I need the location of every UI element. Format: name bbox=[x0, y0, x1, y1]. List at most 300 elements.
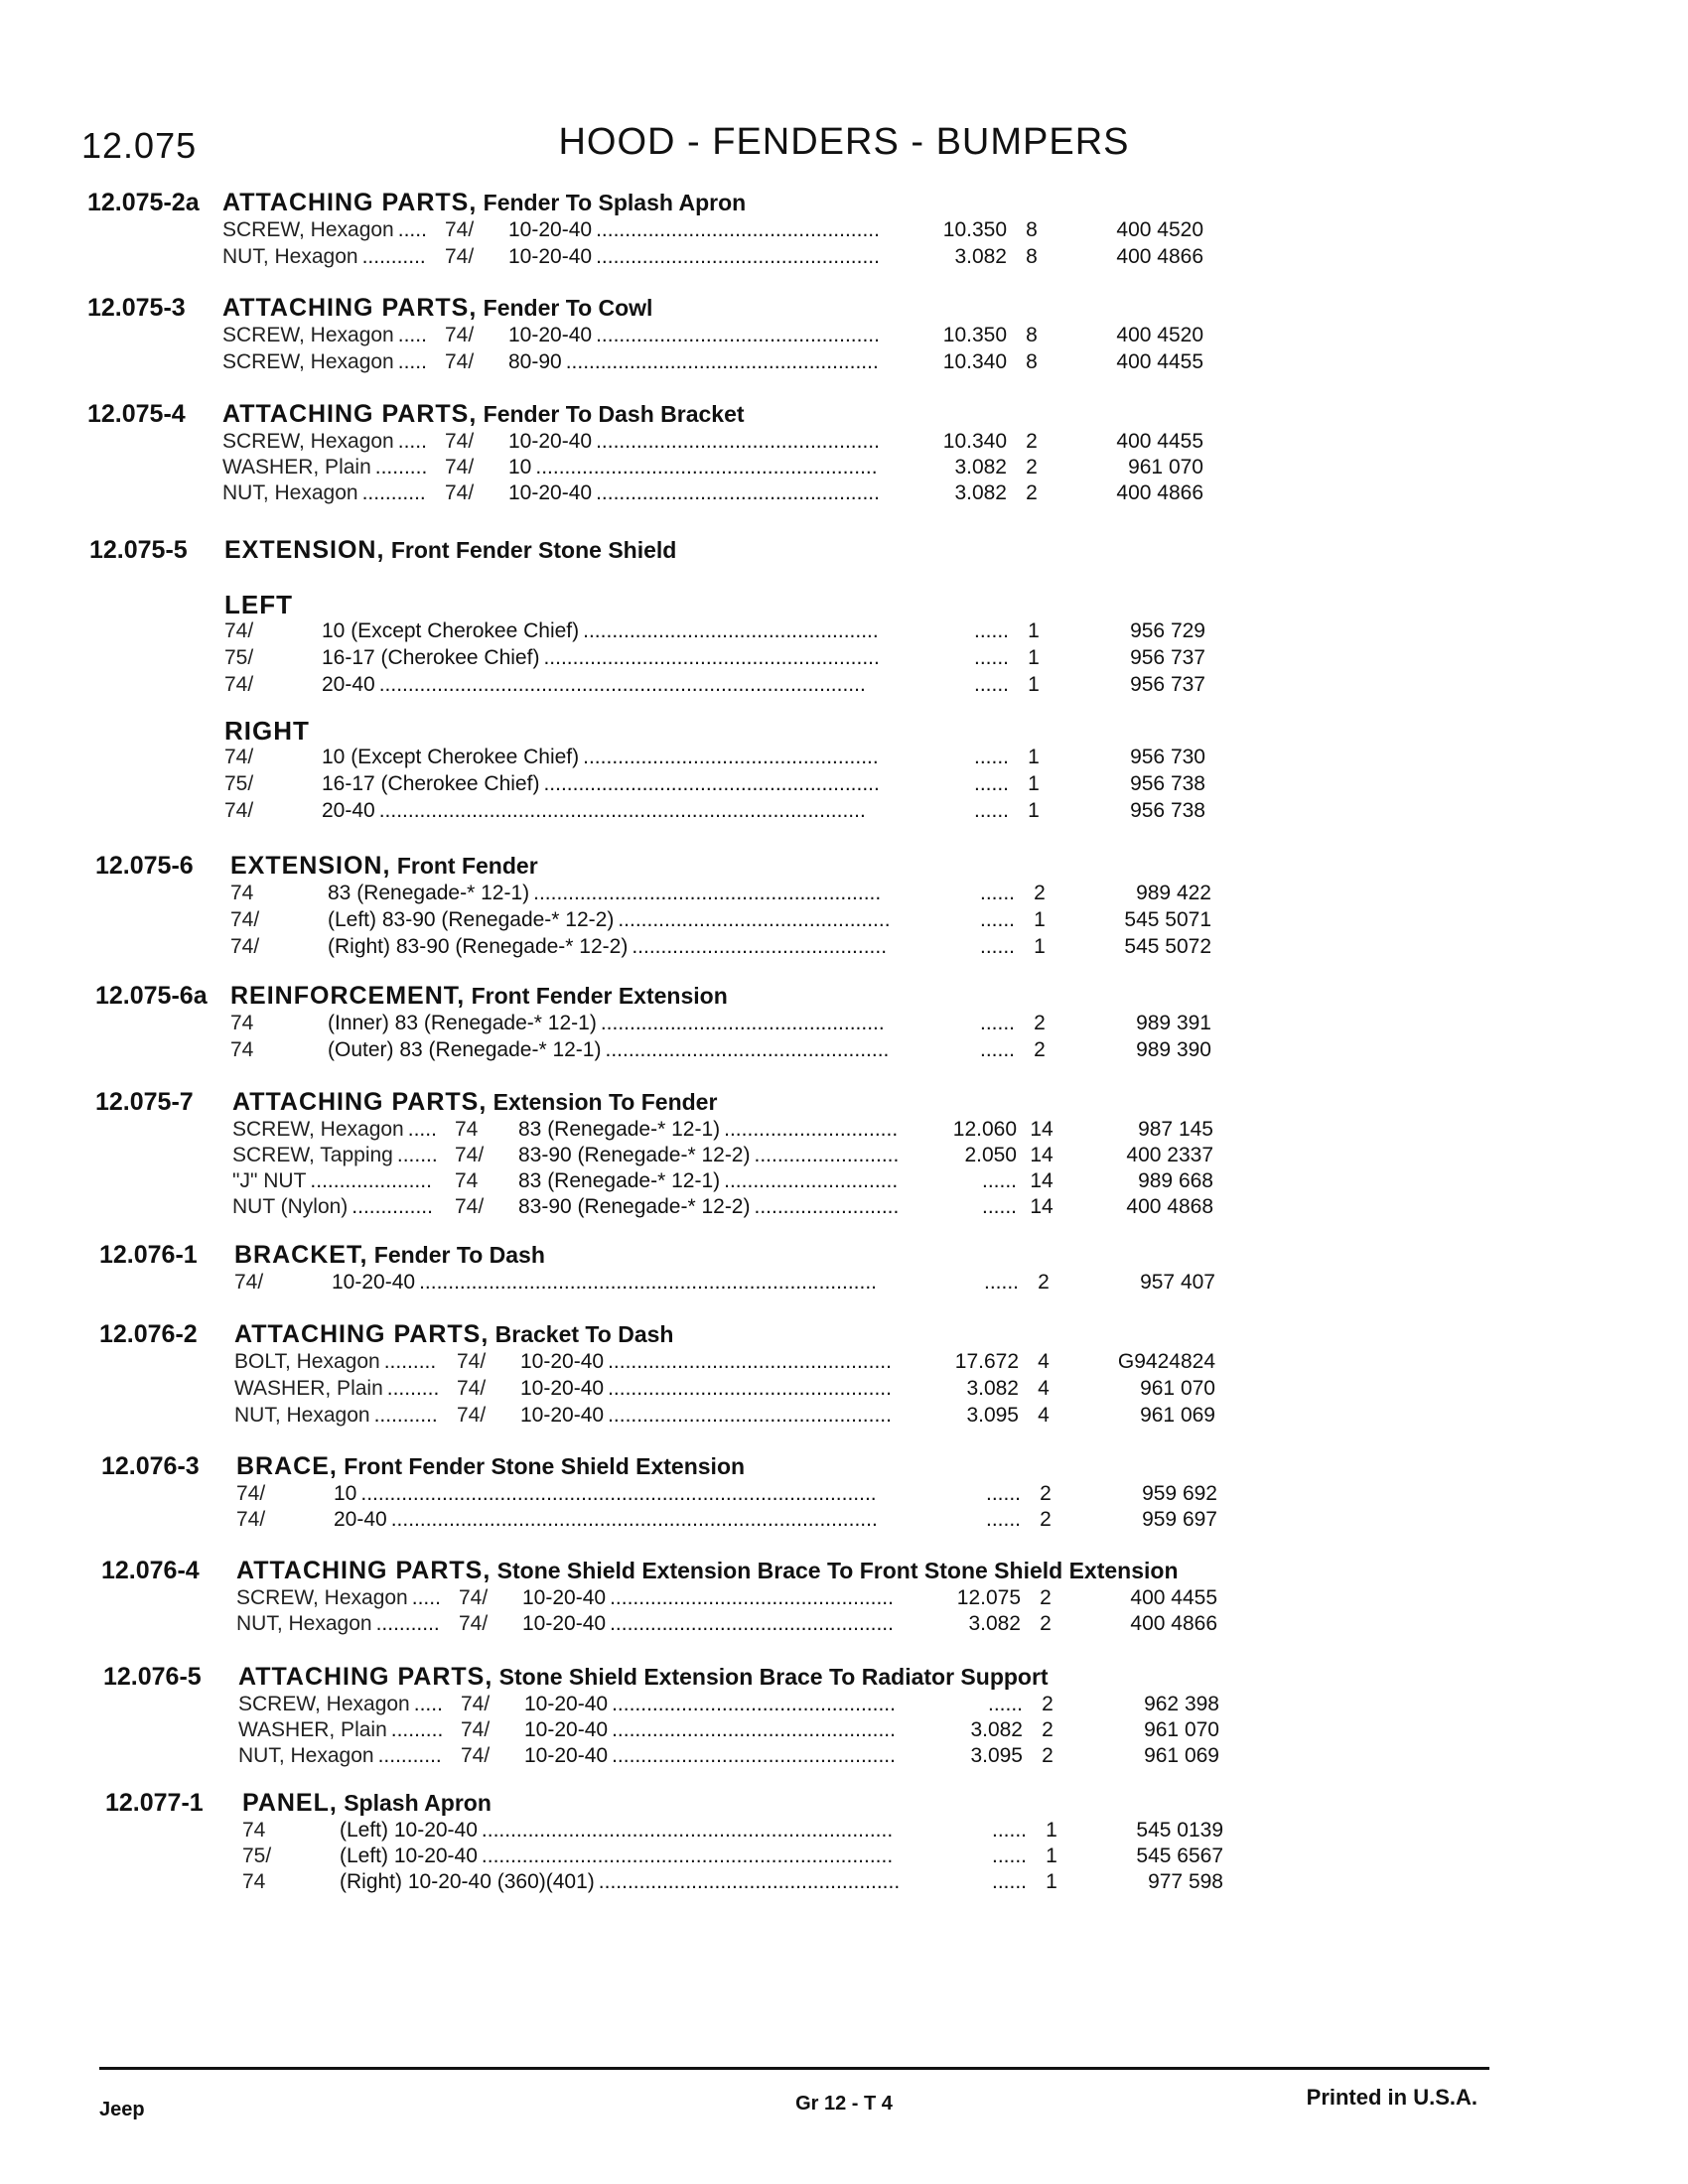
group-number: 12.075-2a bbox=[87, 189, 200, 216]
leader-dots: ................................................. bbox=[596, 218, 880, 241]
group-number: 12.076-1 bbox=[99, 1241, 198, 1269]
leader-dots: .................................................................................... bbox=[390, 1508, 878, 1531]
part-number: 545 6567 bbox=[1136, 1844, 1223, 1867]
part-number: 956 730 bbox=[1130, 746, 1205, 768]
model-year: 74/ bbox=[445, 324, 475, 346]
applicability: 16-17 (Cherokee Chief) bbox=[322, 646, 540, 669]
model-year: 74/ bbox=[455, 1144, 485, 1166]
applicability: 80-90 bbox=[508, 350, 562, 373]
model-year: 74/ bbox=[457, 1350, 487, 1373]
model-year: 74/ bbox=[224, 673, 254, 696]
group-number: 12.077-1 bbox=[105, 1789, 204, 1817]
part-name: SCREW, Hexagon bbox=[222, 430, 394, 453]
applicability: 10-20-40 bbox=[332, 1271, 416, 1294]
leader-dots: ........................................................... bbox=[535, 456, 878, 478]
part-name: SCREW, Hexagon bbox=[222, 350, 394, 373]
part-number: 961 069 bbox=[1140, 1404, 1215, 1427]
part-name: NUT, Hexagon bbox=[236, 1612, 372, 1635]
quantity: 2 bbox=[1034, 882, 1046, 904]
quantity: 1 bbox=[1046, 1819, 1057, 1842]
part-name: NUT, Hexagon bbox=[222, 245, 358, 268]
standard-part-number: ...... bbox=[985, 1508, 1021, 1531]
applicability: 10-20-40 bbox=[524, 1693, 609, 1715]
applicability: 20-40 bbox=[334, 1508, 387, 1531]
part-row bbox=[0, 1404, 1688, 1430]
leader-dots: ................................................. bbox=[600, 1012, 885, 1034]
quantity: 2 bbox=[1034, 1012, 1046, 1034]
group-description: Stone Shield Extension Brace To Radiator Support bbox=[498, 1664, 1049, 1690]
leader-dots: ................................................. bbox=[608, 1350, 892, 1373]
part-number: 959 697 bbox=[1142, 1508, 1217, 1531]
leader-dots: ......... bbox=[374, 456, 428, 478]
part-number: 989 668 bbox=[1138, 1169, 1213, 1192]
group-number: 12.076-3 bbox=[101, 1452, 200, 1480]
standard-part-number: ...... bbox=[973, 619, 1009, 642]
leader-dots: ............................................... bbox=[618, 908, 891, 931]
leader-dots: ..................... bbox=[310, 1169, 432, 1192]
quantity: 14 bbox=[1030, 1169, 1054, 1192]
group-number: 12.075-4 bbox=[87, 400, 186, 428]
model-year: 74 bbox=[455, 1118, 479, 1141]
standard-part-number: ...... bbox=[981, 1169, 1017, 1192]
side-subheading: RIGHT bbox=[224, 716, 310, 746]
footer-rule bbox=[99, 2067, 1489, 2070]
part-number: 961 070 bbox=[1140, 1377, 1215, 1400]
leader-dots: ................................................. bbox=[605, 1038, 890, 1061]
group-number: 12.075-3 bbox=[87, 294, 186, 322]
standard-part-number: 10.340 bbox=[942, 430, 1007, 453]
quantity: 2 bbox=[1026, 481, 1038, 504]
leader-dots: .................................................................................... bbox=[378, 673, 866, 696]
part-number: 956 738 bbox=[1130, 799, 1205, 822]
group-description: Front Fender Stone Shield bbox=[390, 537, 677, 563]
standard-part-number: ...... bbox=[981, 1195, 1017, 1218]
leader-dots: .......................................................... bbox=[543, 772, 880, 795]
applicability: 83-90 (Renegade-* 12-2) bbox=[518, 1144, 751, 1166]
leader-dots: ................................................... bbox=[583, 619, 879, 642]
standard-part-number: ...... bbox=[983, 1271, 1019, 1294]
applicability: 16-17 (Cherokee Chief) bbox=[322, 772, 540, 795]
leader-dots: ................................................. bbox=[596, 481, 880, 504]
group-number: 12.075-5 bbox=[89, 536, 188, 564]
model-year: 74 bbox=[242, 1870, 266, 1893]
leader-dots: ..... bbox=[397, 350, 427, 373]
applicability: 10-20-40 bbox=[508, 324, 593, 346]
quantity: 2 bbox=[1042, 1744, 1054, 1767]
model-year: 74 bbox=[242, 1819, 266, 1842]
part-row bbox=[0, 1586, 1688, 1612]
quantity: 1 bbox=[1028, 746, 1040, 768]
group-keyword: ATTACHING PARTS, bbox=[236, 1557, 492, 1584]
part-row bbox=[0, 908, 1688, 934]
part-name: SCREW, Hexagon bbox=[232, 1118, 404, 1141]
applicability: 10-20-40 bbox=[524, 1744, 609, 1767]
quantity: 2 bbox=[1034, 1038, 1046, 1061]
group-description: Front Fender Extension bbox=[471, 983, 728, 1009]
part-row bbox=[0, 245, 1688, 271]
part-row bbox=[0, 772, 1688, 798]
group-heading bbox=[238, 1663, 1049, 1692]
group-keyword: EXTENSION, bbox=[230, 852, 391, 880]
part-number: 961 070 bbox=[1144, 1718, 1219, 1741]
group-keyword: ATTACHING PARTS, bbox=[232, 1088, 488, 1116]
group-description: Fender To Dash Bracket bbox=[483, 401, 745, 427]
part-row bbox=[0, 218, 1688, 244]
part-row bbox=[0, 619, 1688, 645]
leader-dots: ....................................................................... bbox=[481, 1844, 894, 1867]
applicability: (Inner) 83 (Renegade-* 12-1) bbox=[328, 1012, 597, 1034]
section-number: 12.075 bbox=[81, 125, 198, 166]
applicability: 10-20-40 bbox=[508, 430, 593, 453]
quantity: 1 bbox=[1028, 673, 1040, 696]
part-number: 956 737 bbox=[1130, 673, 1205, 696]
part-row bbox=[0, 1118, 1688, 1144]
applicability: 83 (Renegade-* 12-1) bbox=[518, 1169, 721, 1192]
part-row bbox=[0, 1144, 1688, 1169]
group-keyword: ATTACHING PARTS, bbox=[222, 400, 478, 428]
part-number: 956 737 bbox=[1130, 646, 1205, 669]
model-year: 74/ bbox=[234, 1271, 264, 1294]
leader-dots: ..... bbox=[411, 1586, 441, 1609]
model-year: 74/ bbox=[459, 1586, 489, 1609]
applicability: 10-20-40 bbox=[520, 1377, 605, 1400]
model-year: 74/ bbox=[445, 456, 475, 478]
standard-part-number: ...... bbox=[973, 746, 1009, 768]
group-description: Front Fender bbox=[396, 853, 538, 879]
part-row bbox=[0, 1377, 1688, 1403]
applicability: 83-90 (Renegade-* 12-2) bbox=[518, 1195, 751, 1218]
model-year: 74/ bbox=[236, 1482, 266, 1505]
quantity: 2 bbox=[1042, 1718, 1054, 1741]
leader-dots: ..... bbox=[413, 1693, 443, 1715]
standard-part-number: 10.350 bbox=[942, 218, 1007, 241]
part-name: WASHER, Plain bbox=[234, 1377, 383, 1400]
quantity: 1 bbox=[1028, 772, 1040, 795]
applicability: 10-20-40 bbox=[520, 1404, 605, 1427]
applicability: 20-40 bbox=[322, 673, 375, 696]
group-keyword: ATTACHING PARTS, bbox=[222, 294, 478, 322]
standard-part-number: 10.340 bbox=[942, 350, 1007, 373]
standard-part-number: 10.350 bbox=[942, 324, 1007, 346]
model-year: 74/ bbox=[445, 350, 475, 373]
part-number: 400 4455 bbox=[1130, 1586, 1217, 1609]
leader-dots: ..... bbox=[397, 324, 427, 346]
part-number: 956 738 bbox=[1130, 772, 1205, 795]
standard-part-number: 12.060 bbox=[952, 1118, 1017, 1141]
part-row bbox=[0, 456, 1688, 481]
leader-dots: ................................................. bbox=[612, 1693, 896, 1715]
model-year: 74/ bbox=[224, 746, 254, 768]
part-number: G9424824 bbox=[1117, 1350, 1215, 1373]
standard-part-number: ...... bbox=[973, 799, 1009, 822]
part-row bbox=[0, 1508, 1688, 1534]
part-row bbox=[0, 1870, 1688, 1896]
part-row bbox=[0, 1482, 1688, 1508]
part-row bbox=[0, 1195, 1688, 1221]
leader-dots: ............................................................................... bbox=[419, 1271, 877, 1294]
standard-part-number: 2.050 bbox=[964, 1144, 1017, 1166]
applicability: (Left) 10-20-40 bbox=[340, 1844, 478, 1867]
quantity: 14 bbox=[1030, 1195, 1054, 1218]
standard-part-number: ...... bbox=[991, 1870, 1027, 1893]
quantity: 2 bbox=[1040, 1482, 1052, 1505]
part-name: NUT, Hexagon bbox=[238, 1744, 374, 1767]
quantity: 1 bbox=[1028, 646, 1040, 669]
part-row bbox=[0, 1819, 1688, 1844]
part-number: 545 0139 bbox=[1136, 1819, 1223, 1842]
standard-part-number: ...... bbox=[985, 1482, 1021, 1505]
part-number: 400 4868 bbox=[1126, 1195, 1213, 1218]
model-year: 74/ bbox=[224, 799, 254, 822]
model-year: 74/ bbox=[445, 245, 475, 268]
part-number: 400 2337 bbox=[1126, 1144, 1213, 1166]
leader-dots: ...................................................... bbox=[565, 350, 879, 373]
group-keyword: REINFORCEMENT, bbox=[230, 982, 466, 1010]
applicability: 10-20-40 bbox=[508, 481, 593, 504]
part-number: 545 5071 bbox=[1124, 908, 1211, 931]
leader-dots: ......... bbox=[386, 1377, 440, 1400]
quantity: 8 bbox=[1026, 324, 1038, 346]
leader-dots: ........... bbox=[361, 481, 426, 504]
part-name: NUT, Hexagon bbox=[222, 481, 358, 504]
part-name: SCREW, Hexagon bbox=[222, 324, 394, 346]
quantity: 4 bbox=[1038, 1404, 1050, 1427]
group-heading bbox=[234, 1241, 545, 1270]
group-keyword: PANEL, bbox=[242, 1789, 338, 1817]
part-number: 989 390 bbox=[1136, 1038, 1211, 1061]
group-heading bbox=[224, 536, 676, 565]
leader-dots: .................................................... bbox=[598, 1870, 901, 1893]
part-name: WASHER, Plain bbox=[238, 1718, 387, 1741]
applicability: 10-20-40 bbox=[522, 1586, 607, 1609]
part-row bbox=[0, 1012, 1688, 1037]
part-row bbox=[0, 324, 1688, 349]
part-number: 545 5072 bbox=[1124, 935, 1211, 958]
applicability: 10 (Except Cherokee Chief) bbox=[322, 746, 580, 768]
leader-dots: ................................................. bbox=[612, 1718, 896, 1741]
part-name: BOLT, Hexagon bbox=[234, 1350, 380, 1373]
part-number: 957 407 bbox=[1140, 1271, 1215, 1294]
leader-dots: ............................................ bbox=[632, 935, 888, 958]
standard-part-number: ...... bbox=[979, 1038, 1015, 1061]
part-row bbox=[0, 1271, 1688, 1297]
group-description: Stone Shield Extension Brace To Front Stone Shield Extension bbox=[496, 1558, 1179, 1583]
leader-dots: ......................................................................................... bbox=[360, 1482, 877, 1505]
leader-dots: .............. bbox=[352, 1195, 433, 1218]
part-row bbox=[0, 1844, 1688, 1870]
leader-dots: ........... bbox=[361, 245, 426, 268]
part-row bbox=[0, 1350, 1688, 1376]
leader-dots: ......................... bbox=[754, 1144, 900, 1166]
model-year: 74/ bbox=[445, 481, 475, 504]
leader-dots: ................................................... bbox=[583, 746, 879, 768]
leader-dots: ..... bbox=[397, 218, 427, 241]
model-year: 74/ bbox=[455, 1195, 485, 1218]
applicability: 10-20-40 bbox=[508, 218, 593, 241]
part-row bbox=[0, 935, 1688, 961]
part-number: 400 4866 bbox=[1116, 245, 1203, 268]
leader-dots: ................................................. bbox=[608, 1377, 892, 1400]
part-row bbox=[0, 1718, 1688, 1744]
quantity: 2 bbox=[1040, 1612, 1052, 1635]
group-description: Splash Apron bbox=[344, 1790, 492, 1816]
quantity: 1 bbox=[1028, 799, 1040, 822]
leader-dots: ........... bbox=[375, 1612, 440, 1635]
part-row bbox=[0, 430, 1688, 456]
applicability: 10-20-40 bbox=[524, 1718, 609, 1741]
group-heading bbox=[236, 1452, 745, 1481]
leader-dots: ............................................................ bbox=[533, 882, 882, 904]
part-number: 400 4520 bbox=[1116, 218, 1203, 241]
part-number: 961 069 bbox=[1144, 1744, 1219, 1767]
quantity: 4 bbox=[1038, 1377, 1050, 1400]
page-title: HOOD - FENDERS - BUMPERS bbox=[558, 121, 1130, 163]
part-row bbox=[0, 1693, 1688, 1718]
part-row bbox=[0, 882, 1688, 907]
quantity: 2 bbox=[1040, 1508, 1052, 1531]
standard-part-number: ...... bbox=[979, 882, 1015, 904]
applicability: 20-40 bbox=[322, 799, 375, 822]
model-year: 74 bbox=[230, 882, 254, 904]
group-number: 12.076-5 bbox=[103, 1663, 202, 1691]
footer-page-code: Gr 12 - T 4 bbox=[795, 2093, 893, 2115]
standard-part-number: ...... bbox=[973, 646, 1009, 669]
footer-printed: Printed in U.S.A. bbox=[1306, 2085, 1477, 2110]
standard-part-number: 17.672 bbox=[954, 1350, 1019, 1373]
part-row bbox=[0, 1612, 1688, 1638]
group-heading bbox=[230, 982, 728, 1011]
applicability: 10 (Except Cherokee Chief) bbox=[322, 619, 580, 642]
model-year: 74 bbox=[455, 1169, 479, 1192]
quantity: 8 bbox=[1026, 350, 1038, 373]
standard-part-number: 3.082 bbox=[954, 456, 1007, 478]
quantity: 1 bbox=[1034, 908, 1046, 931]
applicability: 83 (Renegade-* 12-1) bbox=[328, 882, 530, 904]
group-keyword: BRACKET, bbox=[234, 1241, 368, 1269]
model-year: 74/ bbox=[224, 619, 254, 642]
group-description: Extension To Fender bbox=[492, 1089, 718, 1115]
model-year: 75/ bbox=[224, 772, 254, 795]
part-name: SCREW, Tapping bbox=[232, 1144, 393, 1166]
side-subheading: LEFT bbox=[224, 590, 293, 619]
group-description: Bracket To Dash bbox=[494, 1321, 674, 1347]
part-name: SCREW, Hexagon bbox=[238, 1693, 410, 1715]
group-heading bbox=[222, 294, 652, 323]
quantity: 2 bbox=[1038, 1271, 1050, 1294]
part-row bbox=[0, 646, 1688, 672]
leader-dots: ........... bbox=[373, 1404, 438, 1427]
leader-dots: ........... bbox=[377, 1744, 442, 1767]
group-keyword: EXTENSION, bbox=[224, 536, 385, 564]
standard-part-number: ...... bbox=[987, 1693, 1023, 1715]
leader-dots: ................................................. bbox=[612, 1744, 896, 1767]
leader-dots: .............................. bbox=[724, 1118, 899, 1141]
model-year: 74/ bbox=[461, 1718, 491, 1741]
quantity: 2 bbox=[1040, 1586, 1052, 1609]
leader-dots: ................................................. bbox=[596, 430, 880, 453]
quantity: 14 bbox=[1030, 1118, 1054, 1141]
standard-part-number: ...... bbox=[973, 772, 1009, 795]
group-number: 12.075-6a bbox=[95, 982, 208, 1010]
group-heading bbox=[230, 852, 538, 881]
standard-part-number: ...... bbox=[991, 1844, 1027, 1867]
quantity: 4 bbox=[1038, 1350, 1050, 1373]
part-name: SCREW, Hexagon bbox=[222, 218, 394, 241]
part-number: 962 398 bbox=[1144, 1693, 1219, 1715]
part-number: 400 4866 bbox=[1130, 1612, 1217, 1635]
group-keyword: BRACE, bbox=[236, 1452, 338, 1480]
part-row bbox=[0, 350, 1688, 376]
applicability: (Outer) 83 (Renegade-* 12-1) bbox=[328, 1038, 602, 1061]
part-number: 989 391 bbox=[1136, 1012, 1211, 1034]
group-number: 12.076-4 bbox=[101, 1557, 200, 1584]
standard-part-number: 3.082 bbox=[968, 1612, 1021, 1635]
group-number: 12.075-7 bbox=[95, 1088, 194, 1116]
leader-dots: ..... bbox=[397, 430, 427, 453]
part-name: SCREW, Hexagon bbox=[236, 1586, 408, 1609]
group-description: Fender To Splash Apron bbox=[483, 190, 747, 215]
quantity: 2 bbox=[1026, 430, 1038, 453]
part-row bbox=[0, 799, 1688, 825]
group-description: Front Fender Stone Shield Extension bbox=[344, 1453, 746, 1479]
model-year: 74/ bbox=[461, 1693, 491, 1715]
leader-dots: .................................................................................... bbox=[378, 799, 866, 822]
standard-part-number: 3.095 bbox=[966, 1404, 1019, 1427]
group-keyword: ATTACHING PARTS, bbox=[222, 189, 478, 216]
leader-dots: ................................................. bbox=[596, 324, 880, 346]
leader-dots: ................................................. bbox=[608, 1404, 892, 1427]
model-year: 74/ bbox=[461, 1744, 491, 1767]
part-number: 400 4520 bbox=[1116, 324, 1203, 346]
group-keyword: ATTACHING PARTS, bbox=[238, 1663, 493, 1691]
leader-dots: ................................................. bbox=[610, 1612, 894, 1635]
quantity: 1 bbox=[1046, 1870, 1057, 1893]
part-number: 989 422 bbox=[1136, 882, 1211, 904]
part-name: WASHER, Plain bbox=[222, 456, 371, 478]
part-row bbox=[0, 481, 1688, 507]
applicability: (Left) 10-20-40 bbox=[340, 1819, 478, 1842]
group-heading bbox=[222, 189, 746, 217]
footer-brand: Jeep bbox=[99, 2099, 145, 2120]
part-number: 400 4455 bbox=[1116, 430, 1203, 453]
model-year: 74/ bbox=[457, 1404, 487, 1427]
applicability: 10 bbox=[334, 1482, 357, 1505]
model-year: 74/ bbox=[457, 1377, 487, 1400]
model-year: 74/ bbox=[230, 908, 260, 931]
part-name: NUT (Nylon) bbox=[232, 1195, 349, 1218]
leader-dots: ......................... bbox=[754, 1195, 900, 1218]
quantity: 1 bbox=[1034, 935, 1046, 958]
group-heading bbox=[232, 1088, 717, 1117]
applicability: 10 bbox=[508, 456, 532, 478]
applicability: (Left) 83-90 (Renegade-* 12-2) bbox=[328, 908, 615, 931]
group-heading bbox=[242, 1789, 492, 1818]
standard-part-number: 3.082 bbox=[954, 245, 1007, 268]
applicability: 10-20-40 bbox=[520, 1350, 605, 1373]
part-number: 400 4455 bbox=[1116, 350, 1203, 373]
part-number: 977 598 bbox=[1148, 1870, 1223, 1893]
group-number: 12.076-2 bbox=[99, 1320, 198, 1348]
quantity: 2 bbox=[1042, 1693, 1054, 1715]
part-number: 959 692 bbox=[1142, 1482, 1217, 1505]
group-heading bbox=[234, 1320, 673, 1349]
standard-part-number: 3.082 bbox=[966, 1377, 1019, 1400]
leader-dots: ......... bbox=[390, 1718, 444, 1741]
leader-dots: .............................. bbox=[724, 1169, 899, 1192]
part-row bbox=[0, 1744, 1688, 1770]
part-row bbox=[0, 1169, 1688, 1195]
group-description: Fender To Cowl bbox=[483, 295, 653, 321]
